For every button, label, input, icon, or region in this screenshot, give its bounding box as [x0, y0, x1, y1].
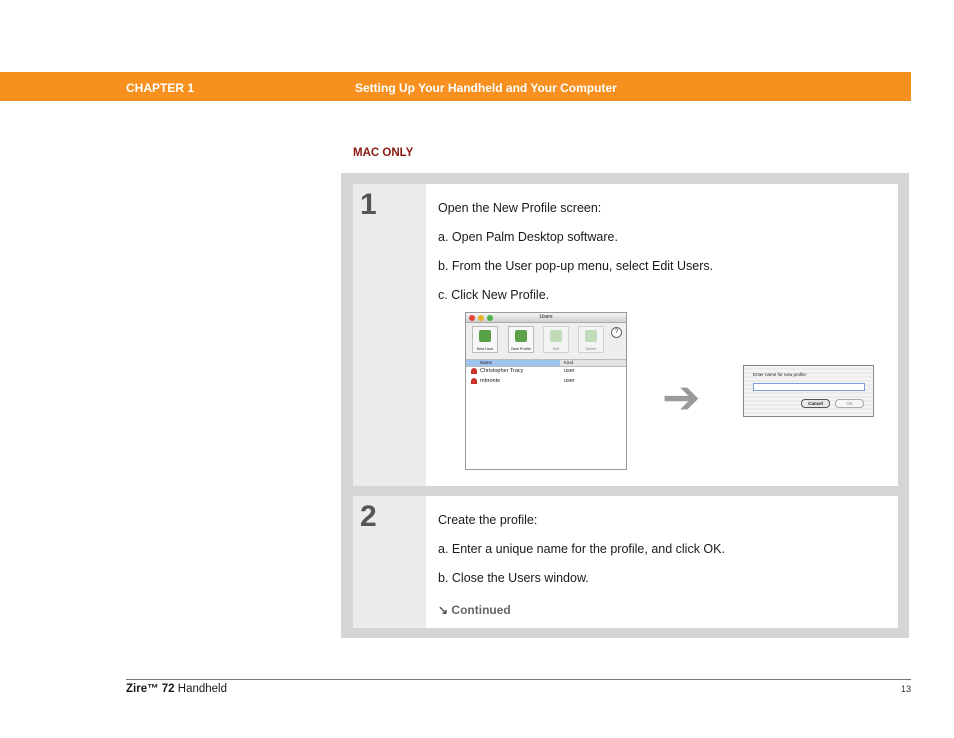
step-item: c. Click New Profile. [438, 288, 550, 302]
toolbar-label: New Profile [511, 347, 531, 351]
steps-panel [341, 173, 909, 638]
new-user-icon [479, 330, 491, 342]
column-kind: Kind [564, 360, 574, 365]
delete-button [578, 326, 604, 353]
user-icon [471, 378, 477, 384]
user-name: Christopher Tracy [480, 368, 524, 374]
user-kind: user [564, 368, 575, 374]
continued-link[interactable] [438, 603, 511, 617]
right-arrow-icon: ➔ [662, 371, 701, 423]
ok-button: OK [835, 399, 864, 408]
page-number: 13 [900, 684, 911, 694]
footer-rule [126, 679, 911, 680]
new-profile-button [508, 326, 534, 353]
profile-name-field [753, 383, 865, 391]
step-item: b. Close the Users window. [438, 571, 589, 585]
continued-arrow-icon: ↘ [438, 603, 449, 617]
new-user-button [472, 326, 498, 353]
step-intro: Create the profile: [438, 513, 538, 527]
step-number-column [353, 496, 426, 628]
chapter-title: Setting Up Your Handheld and Your Computer [355, 81, 617, 95]
footer-product-rest: Handheld [174, 683, 228, 695]
cancel-button: Cancel [801, 399, 830, 408]
users-toolbar [466, 323, 626, 360]
toolbar-label: New User [476, 347, 494, 351]
step-item: a. Enter a unique name for the profile, and click OK. [438, 542, 725, 556]
step-item: a. Open Palm Desktop software. [438, 230, 618, 244]
help-icon: ? [611, 327, 622, 338]
edit-icon [550, 330, 562, 342]
footer-product [126, 683, 227, 695]
chapter-header-bar [0, 72, 911, 101]
dialog-prompt: Enter name for new profile: [753, 372, 808, 377]
edit-button [543, 326, 569, 353]
new-profile-icon [515, 330, 527, 342]
new-profile-dialog-screenshot [743, 365, 874, 417]
step-item: b. From the User pop-up menu, select Edit Users. [438, 259, 714, 273]
user-kind: user [564, 378, 575, 384]
step-number-column [353, 184, 426, 486]
users-window-screenshot [465, 312, 627, 470]
list-item [466, 376, 626, 386]
footer-brand: Zire™ 72 [126, 683, 175, 695]
toolbar-label: Edit [552, 347, 560, 351]
continued-label: Continued [451, 603, 511, 617]
section-label: MAC ONLY [353, 147, 414, 159]
chapter-label: CHAPTER 1 [126, 81, 195, 95]
step-1 [353, 184, 898, 486]
list-item [466, 366, 626, 376]
toolbar-label: Delete [585, 347, 597, 351]
window-title: Users [539, 314, 553, 320]
user-icon [471, 368, 477, 374]
user-name: mbronte [480, 378, 501, 384]
step-2 [353, 496, 898, 628]
step-intro: Open the New Profile screen: [438, 201, 602, 215]
column-name: Name [466, 360, 560, 366]
window-titlebar [466, 313, 626, 323]
step-number: 1 [360, 188, 377, 221]
delete-icon [585, 330, 597, 342]
step-number: 2 [360, 500, 377, 533]
